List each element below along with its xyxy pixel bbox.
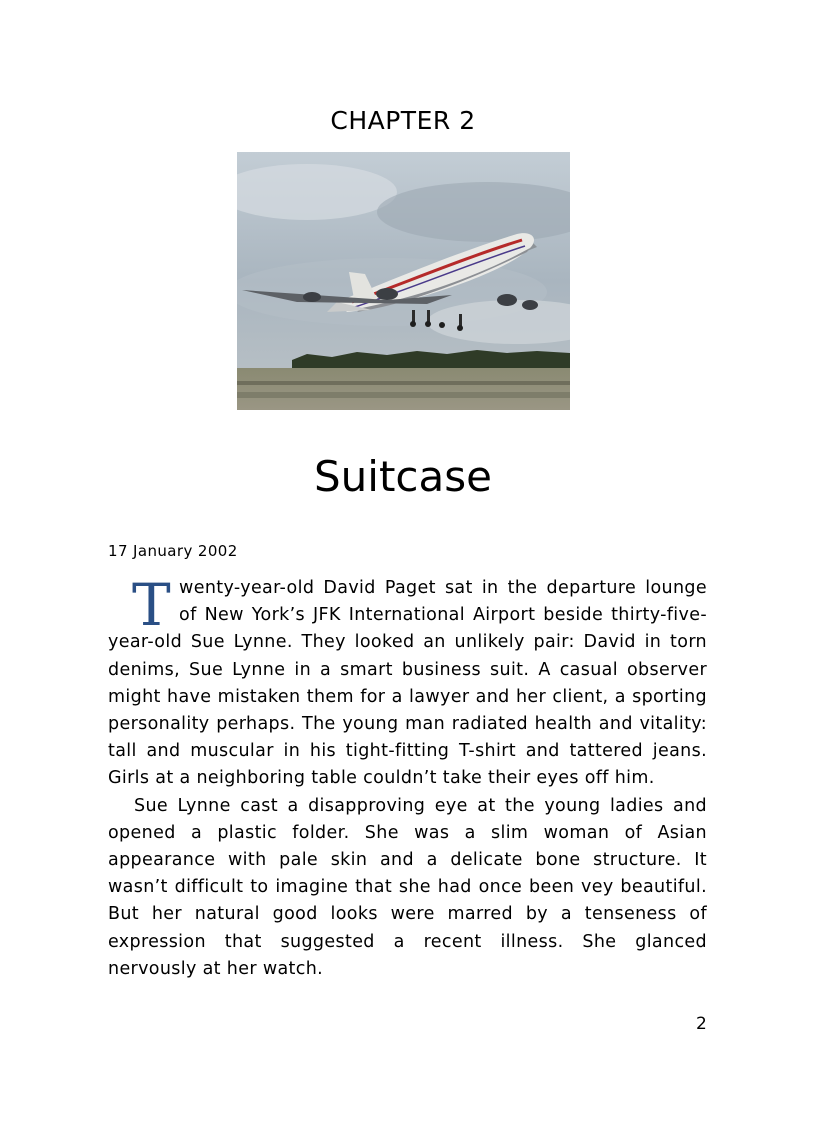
page-number: 2 [696,1014,707,1034]
chapter-title: Suitcase [314,452,492,501]
airliner-takeoff-photo [237,152,570,410]
drop-cap: T [132,571,172,639]
paragraph-1-text: wenty-year-old David Paget sat in the departure lounge of New York’s JFK International Airport beside thirty-five-year-old Sue Lynne. They looked an unlikely pair: David in torn denims, Sue Lynne in a smart business suit. A casual observer might have mistaken them for a lawyer and her client, a sporting personality perhaps. The young man radiated health and vitality: tall and muscular in his tight-fitting T-shirt and tattered jeans. Girls at a neighboring table couldn’t take their eyes off him. [108,578,707,789]
chapter-heading: CHAPTER 2 [330,106,476,135]
paragraph-1 [108,571,707,793]
body-text [108,571,707,983]
dateline: 17 January 2002 [108,542,238,560]
paragraph-2: Sue Lynne cast a disapproving eye at the young ladies and opened a plastic folder. She was a slim woman of Asian appearance with pale skin and a delicate bone structure. It wasn’t difficult to imagine that she had once been vey beautiful. But her natural good looks were marred by a tenseness of expression that suggested a recent illness. She glanced nervously at her watch. [108,795,707,979]
